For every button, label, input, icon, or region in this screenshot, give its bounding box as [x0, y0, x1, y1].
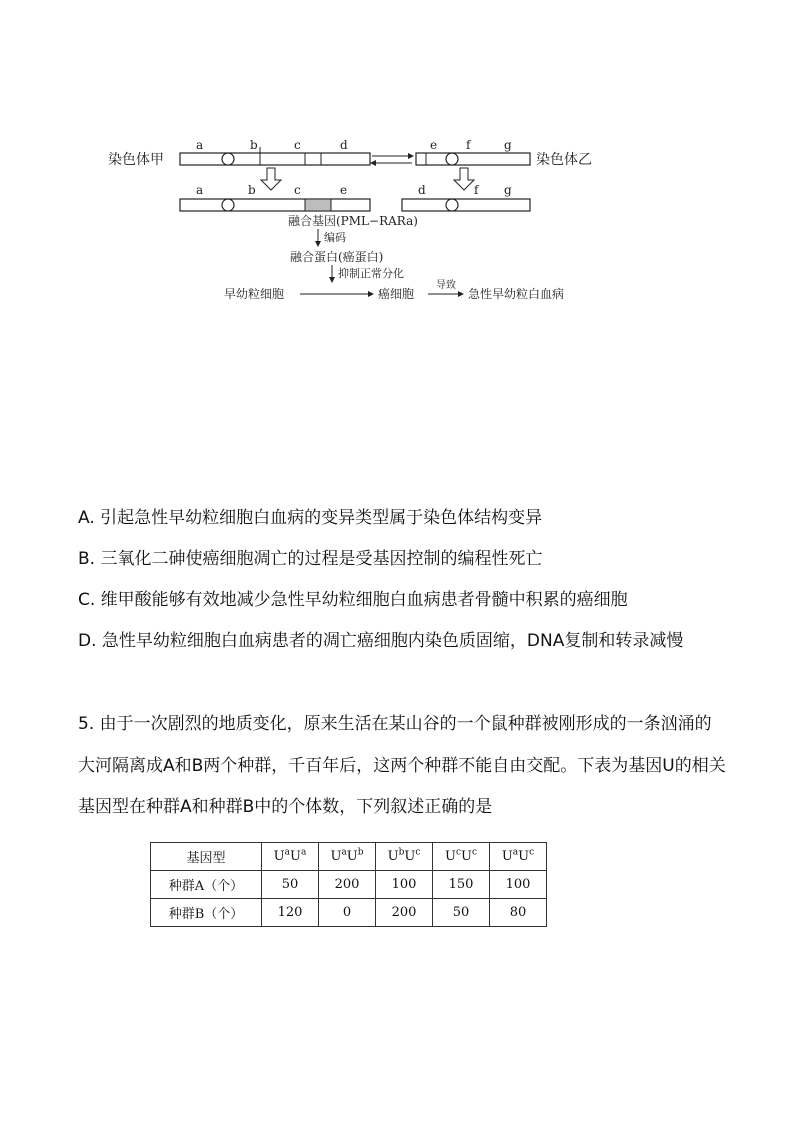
disease-label: 急性早幼粒白血病 — [468, 287, 565, 301]
derivative-chromosome-2 — [402, 199, 530, 211]
gene-label: d — [340, 138, 348, 152]
arrowhead — [315, 241, 321, 247]
table-cell: 50 — [433, 899, 490, 927]
genotype-header: $U^aU^c$ — [490, 843, 547, 871]
diagram-svg — [100, 128, 620, 308]
label-chrom-jia: 染色体甲 — [108, 152, 164, 168]
down-arrow-icon — [261, 168, 281, 190]
table-cell: 100 — [376, 871, 433, 899]
down-arrow-icon — [454, 168, 474, 190]
gene-label: e — [430, 138, 438, 152]
table-cell: 80 — [490, 899, 547, 927]
option-d: D. 急性早幼粒细胞白血病患者的凋亡癌细胞内染色质固缩，DNA复制和转录减慢 — [78, 631, 684, 651]
inhibit-label: 抑制正常分化 — [338, 267, 404, 280]
derivative-chromosome-1 — [180, 199, 370, 211]
genotype-header: $U^aU^a$ — [262, 843, 319, 871]
gene-label: a — [196, 183, 204, 197]
arrowhead — [368, 291, 374, 297]
table-row — [151, 899, 547, 927]
option-a: A. 引起急性早幼粒细胞白血病的变异类型属于染色体结构变异 — [78, 508, 543, 528]
gene-label: b — [250, 138, 258, 152]
gene-label: e — [340, 183, 348, 197]
lead-to-label: 导致 — [436, 280, 456, 291]
centromere — [222, 199, 234, 211]
table-cell: 200 — [376, 899, 433, 927]
centromere-jia — [222, 153, 234, 165]
label-chrom-yi: 染色体乙 — [536, 152, 592, 168]
genotype-header: $U^bU^c$ — [376, 843, 433, 871]
row-label: 种群A（个） — [151, 871, 262, 899]
centromere-yi — [446, 153, 458, 165]
option-c: C. 维甲酸能够有效地减少急性早幼粒细胞白血病患者骨髓中积累的癌细胞 — [78, 590, 628, 610]
chromosome-yi — [416, 153, 530, 165]
cell-start-label: 早幼粒细胞 — [224, 287, 285, 301]
genotype-header: $U^cU^c$ — [433, 843, 490, 871]
gene-label: d — [418, 183, 426, 197]
gene-label: g — [504, 183, 512, 197]
table-header-row — [151, 843, 547, 871]
arrowhead — [329, 277, 335, 283]
row-label: 种群B（个） — [151, 899, 262, 927]
header-label: 基因型 — [151, 843, 262, 871]
table-row — [151, 871, 547, 899]
fusion-gene-segment — [305, 199, 331, 211]
option-b: B. 三氧化二砷使癌细胞凋亡的过程是受基因控制的编程性死亡 — [78, 549, 543, 569]
arrowhead — [370, 160, 376, 166]
table-cell: 150 — [433, 871, 490, 899]
centromere — [446, 199, 458, 211]
gene-label: b — [248, 183, 256, 197]
genotype-header: $U^aU^b$ — [319, 843, 376, 871]
chromosome-translocation-diagram — [100, 128, 620, 308]
table-cell: 50 — [262, 871, 319, 899]
gene-label: g — [504, 138, 512, 152]
arrowhead — [458, 291, 464, 297]
table-cell: 200 — [319, 871, 376, 899]
gene-label: a — [196, 138, 204, 152]
fusion-gene-label: 融合基因(PML−RARa) — [288, 214, 418, 228]
table-cell: 0 — [319, 899, 376, 927]
gene-label: c — [294, 138, 301, 152]
gene-label: f — [466, 138, 471, 152]
arrowhead — [408, 153, 414, 159]
cancer-cell-label: 癌细胞 — [378, 287, 415, 301]
chromosome-jia — [180, 153, 370, 165]
gene-label: c — [294, 183, 301, 197]
answer-options — [78, 498, 728, 662]
encode-label: 编码 — [324, 231, 346, 244]
fusion-protein-label: 融合蛋白(癌蛋白) — [290, 250, 384, 264]
table-cell: 100 — [490, 871, 547, 899]
table-cell: 120 — [262, 899, 319, 927]
genotype-table — [150, 842, 547, 927]
gene-label: f — [474, 183, 479, 197]
question-5: 5. 由于一次剧烈的地质变化，原来生活在某山谷的一个鼠种群被刚形成的一条汹涌的大河隔离成A和B两个种群，千百年后，这两个种群不能自由交配。下表为基因U的相关基因型在种群A和种群B中的个体数，下列叙述正确的是 — [78, 714, 726, 817]
